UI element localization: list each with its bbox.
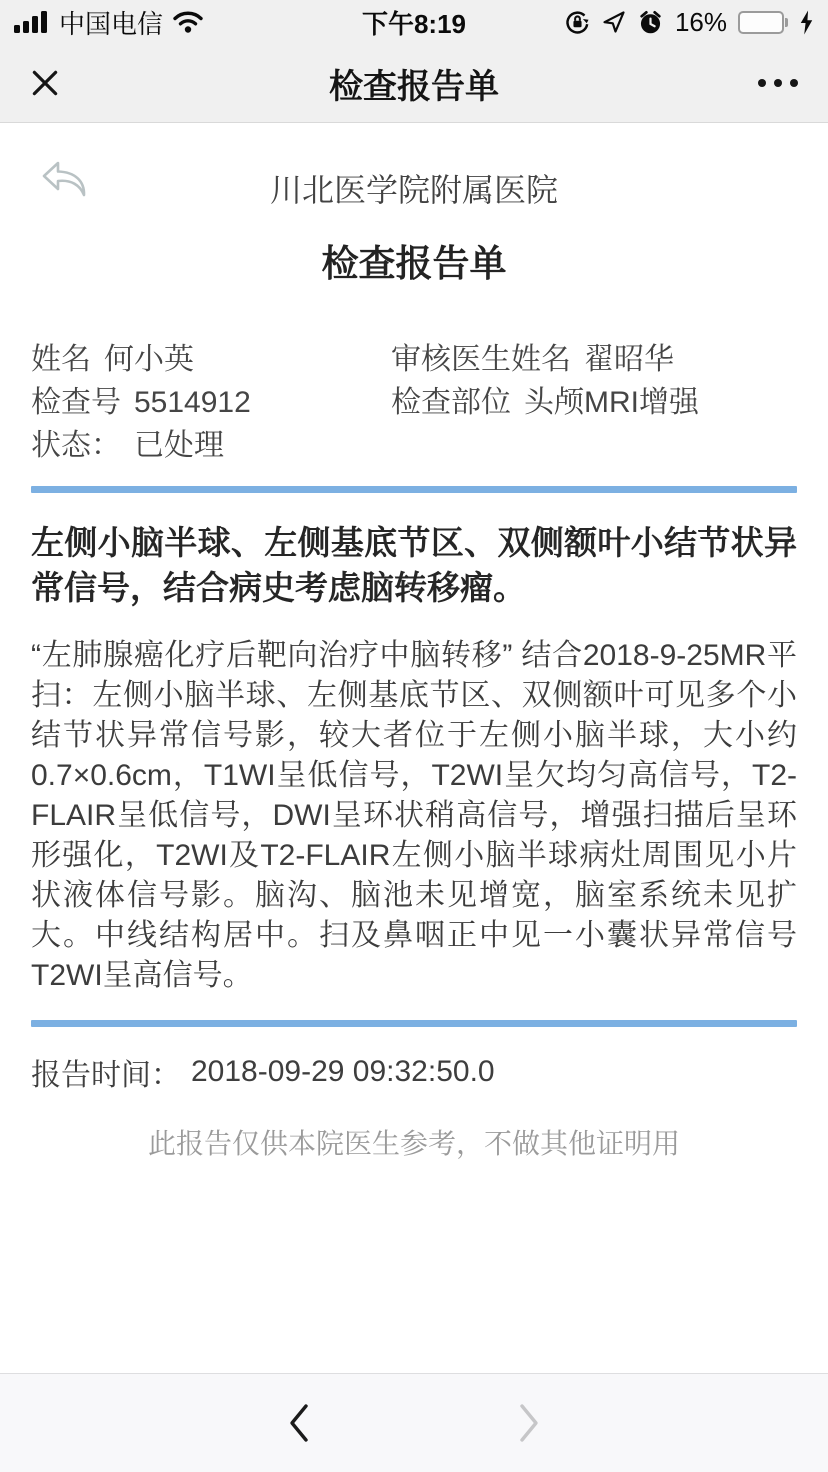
- status-bar-right: [564, 7, 814, 38]
- charging-bolt-icon: [799, 10, 814, 35]
- signal-bars-icon: [14, 10, 50, 34]
- exam-part-value: 头颅MRI增强: [524, 386, 700, 419]
- wifi-icon: [172, 10, 204, 34]
- report-title: 检查报告单: [321, 243, 507, 284]
- reply-back-button[interactable]: [34, 147, 92, 210]
- pagination-toolbar: [0, 1373, 828, 1472]
- diagnosis-text: 左侧小脑半球、左侧基底节区、双侧额叶小结节状异常信号，结合病史考虑脑转移瘤。: [31, 524, 797, 606]
- status-label: 状态：: [31, 429, 121, 462]
- exam-no-label: 检查号: [31, 386, 121, 419]
- name-value: 何小英: [104, 343, 194, 376]
- report-time-value: 2018-09-29 09:32:50.0: [191, 1055, 495, 1088]
- status-bar: [0, 0, 828, 44]
- hospital-name: 川北医学院附属医院: [269, 172, 558, 208]
- info-row: [31, 431, 797, 461]
- doctor-value: 翟昭华: [584, 343, 675, 376]
- chevron-left-icon: [286, 1401, 312, 1445]
- info-row: [31, 345, 797, 375]
- findings-text: “左肺腺癌化疗后靶向治疗中脑转移” 结合2018-9-25MR平扫：左侧小脑半球、左侧基底节区、双侧额叶可见多个小结节状异常信号影，较大者位于左侧小脑半球，大小约0.7×0.6cm，T1WI呈低信号，T2WI呈欠均匀高信号，T2-FLAIR呈低信号，DWI呈环状稍高信号，增强扫描后呈环形强化，T2WI及T2-FLAIR左侧小脑半球病灶周围见小片状液体信号影。脑沟、脑池未见增宽，脑室系统未见扩大。中线结构居中。扫及鼻咽正中见一小囊状异常信号T2WI呈高信号。: [31, 639, 797, 992]
- chevron-right-icon: [516, 1401, 542, 1445]
- prev-page-button[interactable]: [269, 1388, 329, 1458]
- name-label: 姓名: [31, 343, 91, 376]
- more-menu-button[interactable]: [756, 69, 800, 97]
- battery-percent-label: 16%: [674, 6, 727, 37]
- close-icon: [28, 66, 62, 100]
- location-icon: [602, 10, 626, 34]
- divider-top: [31, 486, 797, 493]
- patient-info: [31, 345, 797, 461]
- page-title: 检查报告单: [329, 67, 499, 106]
- rotation-lock-icon: [564, 9, 591, 36]
- carrier-label: 中国电信: [59, 8, 164, 39]
- close-button[interactable]: [28, 66, 62, 100]
- navbar: [0, 44, 828, 123]
- status-value: 已处理: [134, 429, 224, 462]
- info-row: [31, 388, 797, 418]
- more-dots-icon: [758, 79, 766, 87]
- battery-icon: [738, 11, 788, 34]
- exam-no-value: 5514912: [134, 386, 251, 419]
- status-bar-left: [14, 4, 204, 41]
- disclaimer-text: 此报告仅供本院医生参考，不做其他证明用: [147, 1128, 680, 1159]
- report-content: [0, 123, 828, 1162]
- clock-label: 下午8:19: [361, 8, 467, 39]
- report-time-row: [31, 1050, 797, 1094]
- next-page-button[interactable]: [499, 1388, 559, 1458]
- divider-bottom: [31, 1020, 797, 1027]
- alarm-icon: [637, 9, 664, 36]
- exam-part-label: 检查部位: [391, 386, 512, 419]
- report-time-label: 报告时间：: [31, 1059, 181, 1092]
- doctor-label: 审核医生姓名: [391, 343, 572, 376]
- reply-arrow-icon: [34, 147, 92, 205]
